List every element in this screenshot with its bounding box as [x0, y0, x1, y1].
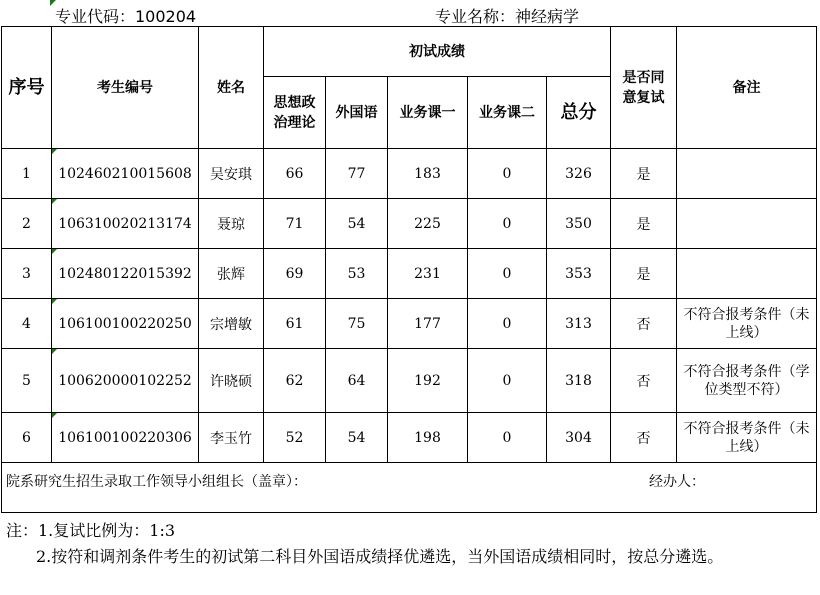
- signature-cell: [2, 463, 817, 513]
- cell-candidate-no: 102460210015608: [52, 149, 199, 199]
- cell-candidate-no: 106310020213174: [52, 199, 199, 249]
- header-candidate-no: 考生编号: [52, 27, 199, 149]
- cell-seq: 1: [2, 149, 52, 199]
- cell-remark: 不符合报考条件（学位类型不符）: [677, 349, 817, 413]
- cell-name: 李玉竹: [199, 413, 264, 463]
- cell-seq: 6: [2, 413, 52, 463]
- cell-total: 350: [547, 199, 611, 249]
- cell-politics: 71: [264, 199, 326, 249]
- header-course2: 业务课二: [468, 77, 547, 149]
- handler-label: 经办人：: [649, 474, 705, 490]
- header-politics: 思想政治理论: [264, 77, 326, 149]
- cell-name: 吴安琪: [199, 149, 264, 199]
- cell-foreign: 54: [326, 199, 388, 249]
- cell-candidate-no: 106100100220250: [52, 299, 199, 349]
- cell-agree: 否: [611, 299, 677, 349]
- cell-politics: 69: [264, 249, 326, 299]
- major-code: 专业代码：100204: [55, 7, 197, 26]
- table-row: [2, 413, 817, 463]
- cell-course2: 0: [468, 299, 547, 349]
- cell-total: 313: [547, 299, 611, 349]
- cell-course2: 0: [468, 349, 547, 413]
- cell-agree: 否: [611, 413, 677, 463]
- header-total: 总分: [547, 77, 611, 149]
- cell-remark: [677, 249, 817, 299]
- note-line-1: 注：1.复试比例为：1:3: [6, 521, 176, 540]
- table-row: [2, 299, 817, 349]
- cell-remark: 不符合报考条件（未上线）: [677, 413, 817, 463]
- header-seq: 序号: [2, 27, 52, 149]
- cell-course1: 192: [388, 349, 468, 413]
- table-row: [2, 199, 817, 249]
- results-table: [1, 26, 817, 513]
- cell-agree: 是: [611, 149, 677, 199]
- cell-total: 318: [547, 349, 611, 413]
- header-foreign: 外国语: [326, 77, 388, 149]
- cell-seq: 4: [2, 299, 52, 349]
- header-agree: 是否同意复试: [611, 27, 677, 149]
- cell-remark: [677, 199, 817, 249]
- header-name: 姓名: [199, 27, 264, 149]
- cell-candidate-no: 106100100220306: [52, 413, 199, 463]
- cell-name: 张辉: [199, 249, 264, 299]
- cell-candidate-no: 100620000102252: [52, 349, 199, 413]
- header-course1: 业务课一: [388, 77, 468, 149]
- cell-total: 326: [547, 149, 611, 199]
- cell-agree: 否: [611, 349, 677, 413]
- cell-candidate-no: 102480122015392: [52, 249, 199, 299]
- signature-row: [2, 463, 817, 513]
- cell-politics: 52: [264, 413, 326, 463]
- notes: [6, 518, 816, 570]
- cell-seq: 5: [2, 349, 52, 413]
- cell-remark: [677, 149, 817, 199]
- cell-politics: 62: [264, 349, 326, 413]
- cell-name: 聂琼: [199, 199, 264, 249]
- cell-seq: 3: [2, 249, 52, 299]
- cell-seq: 2: [2, 199, 52, 249]
- cell-course1: 177: [388, 299, 468, 349]
- cell-course2: 0: [468, 149, 547, 199]
- leader-signature-label: 院系研究生招生录取工作领导小组组长（盖章）：: [6, 474, 307, 490]
- sheet-header: [0, 0, 820, 26]
- cell-foreign: 54: [326, 413, 388, 463]
- table-row: [2, 349, 817, 413]
- cell-total: 304: [547, 413, 611, 463]
- cell-foreign: 77: [326, 149, 388, 199]
- cell-course1: 231: [388, 249, 468, 299]
- cell-course2: 0: [468, 199, 547, 249]
- cell-course2: 0: [468, 249, 547, 299]
- cell-foreign: 64: [326, 349, 388, 413]
- cell-agree: 是: [611, 199, 677, 249]
- header-prelim-group: 初试成绩: [264, 27, 611, 77]
- cell-foreign: 75: [326, 299, 388, 349]
- note-line-2: 2.按符和调剂条件考生的初试第二科目外国语成绩择优遴选，当外国语成绩相同时，按总分遴选。: [36, 547, 724, 566]
- cell-course2: 0: [468, 413, 547, 463]
- cell-remark: 不符合报考条件（未上线）: [677, 299, 817, 349]
- cell-foreign: 53: [326, 249, 388, 299]
- cell-course1: 183: [388, 149, 468, 199]
- cell-politics: 61: [264, 299, 326, 349]
- header-remark: 备注: [677, 27, 817, 149]
- table-row: [2, 249, 817, 299]
- cell-total: 353: [547, 249, 611, 299]
- cell-course1: 225: [388, 199, 468, 249]
- table-row: [2, 149, 817, 199]
- major-name: 专业名称：神经病学: [435, 7, 580, 26]
- cell-politics: 66: [264, 149, 326, 199]
- cell-course1: 198: [388, 413, 468, 463]
- cell-agree: 是: [611, 249, 677, 299]
- cell-name: 宗增敏: [199, 299, 264, 349]
- cell-name: 许晓硕: [199, 349, 264, 413]
